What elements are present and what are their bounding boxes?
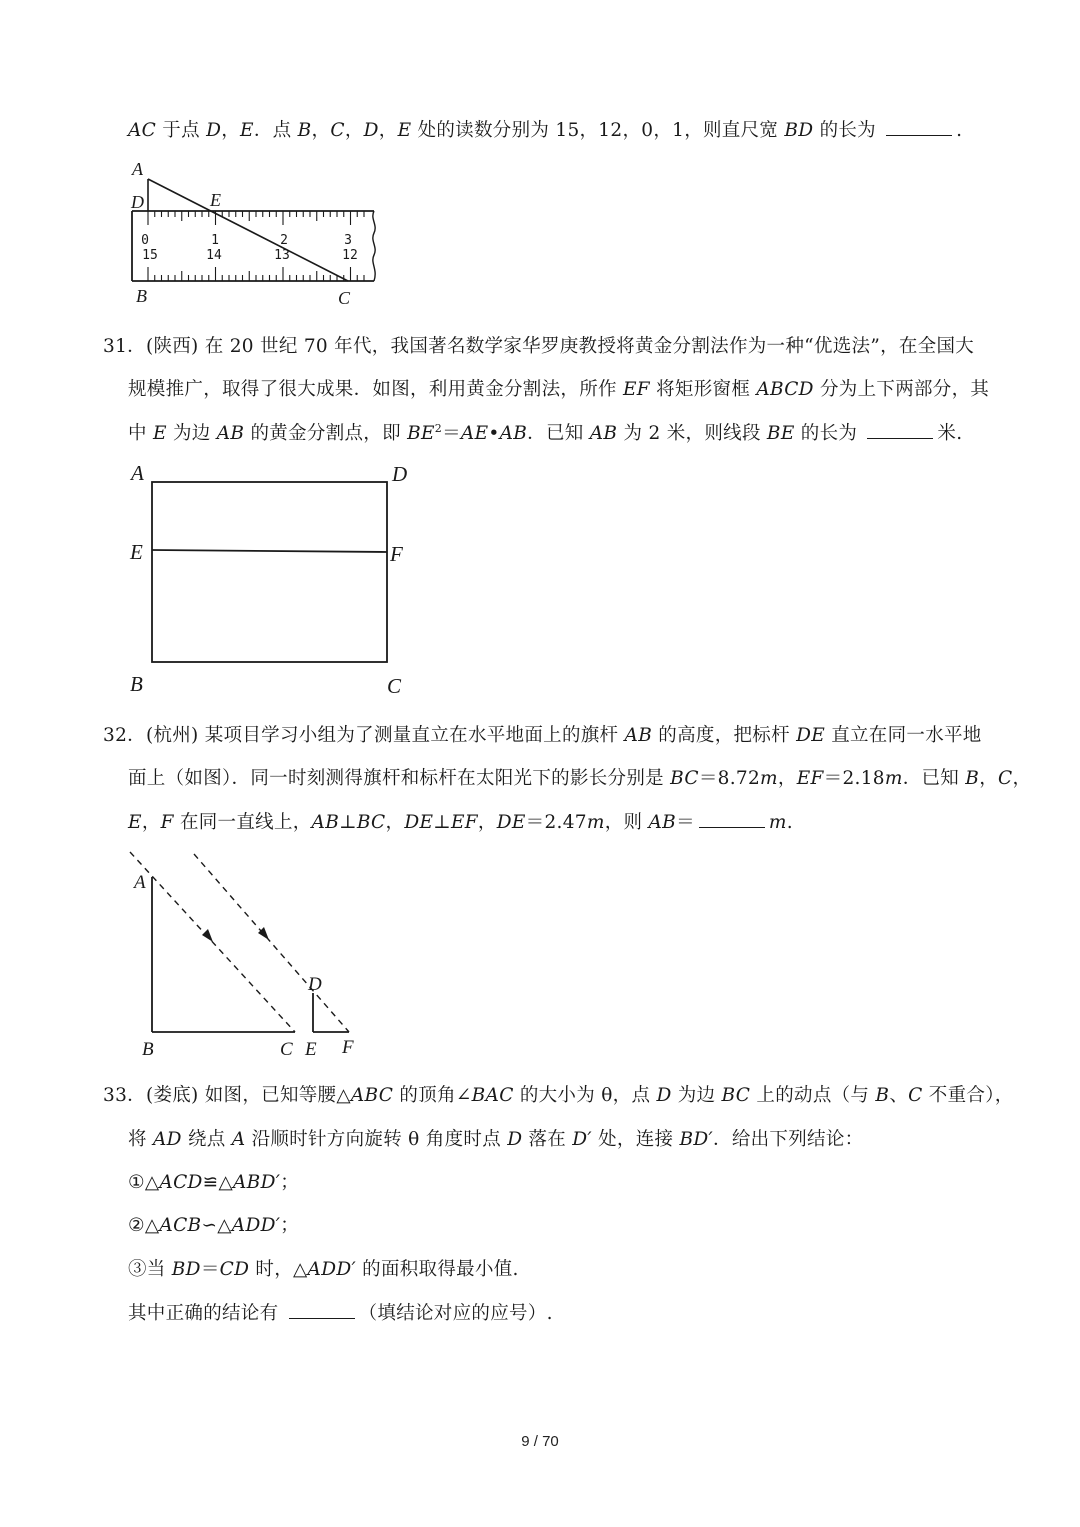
- point-label-E: E: [210, 190, 221, 210]
- q32-seg: 直立在同一水平地: [825, 725, 982, 746]
- q32-seg: .: [786, 812, 793, 833]
- q32-seg: m: [884, 768, 903, 789]
- q32-seg: 32．(杭州) 某项目学习小组为了测量直立在水平地面上的旗杆: [103, 725, 625, 746]
- q33-seg: ACD: [159, 1172, 203, 1193]
- q33-seg: 其中正确的结论有: [128, 1303, 285, 1324]
- q32-seg: F: [160, 812, 174, 833]
- q30-seg: B: [297, 120, 312, 141]
- q33-seg: （填结论对应的应号）.: [358, 1303, 553, 1324]
- q33-seg: 的面积取得最小值.: [355, 1259, 519, 1280]
- q32-seg: AB: [624, 725, 653, 746]
- segment-EF: [152, 550, 387, 552]
- q31-seg: 为边: [166, 423, 217, 444]
- point-label-D: D: [308, 974, 322, 995]
- q33-seg: D′: [572, 1129, 592, 1150]
- q31-seg: 将矩形窗框: [649, 379, 757, 400]
- q31-seg: EF: [622, 379, 650, 400]
- q30-seg: D: [206, 120, 222, 141]
- q33-seg: ③当: [128, 1259, 172, 1280]
- q33-seg: BD: [171, 1259, 201, 1280]
- q31-seg: AB: [499, 423, 528, 444]
- q30-seg: C: [330, 120, 345, 141]
- ruler-bottom-number: 12: [342, 248, 358, 263]
- q30-seg: ，: [344, 120, 364, 141]
- ruler-bottom-number: 15: [142, 248, 158, 263]
- q33-seg: ADD′: [231, 1215, 281, 1236]
- q32-seg: ，: [141, 812, 161, 833]
- ruler-top-number: 2: [280, 233, 288, 248]
- point-label-B: B: [136, 286, 147, 306]
- page-number: 9 / 70: [521, 1433, 559, 1450]
- q30-seg: ．点: [253, 120, 298, 141]
- q33-seg: 不重合），: [922, 1085, 1014, 1106]
- q30-seg: ，: [311, 120, 331, 141]
- q33-seg: ≌△: [202, 1172, 234, 1193]
- q32-seg: m: [760, 768, 778, 789]
- q31-seg: 31．(陕西) 在 20 世纪 70 年代，我国著名数学家华罗庚教授将黄金分割法作为一种“优选法”，在全国大: [103, 336, 975, 357]
- ruler-bottom-number: 14: [206, 248, 222, 263]
- q33-seg: D: [656, 1085, 672, 1106]
- q33-conclusion-3: [128, 1255, 519, 1281]
- q32-seg: DE: [496, 812, 526, 833]
- q33-seg: ABD′: [233, 1172, 281, 1193]
- q33-seg: 处，连接: [591, 1129, 680, 1150]
- q31-superscript: 2: [434, 421, 443, 435]
- q32-seg: C: [998, 768, 1013, 789]
- q31-seg: 米.: [937, 423, 963, 444]
- q32-seg: ⊥: [433, 812, 451, 833]
- q33-seg: CD: [219, 1259, 250, 1280]
- ruler-break-edge: [373, 211, 375, 281]
- q30-seg: 的长为: [813, 120, 883, 141]
- ruler-top-number: 3: [344, 233, 352, 248]
- q30-seg: 于点: [156, 120, 207, 141]
- q31-line-3: [128, 419, 962, 445]
- q32-seg: ＝8.72: [698, 768, 761, 789]
- q32-seg: ，: [1012, 768, 1032, 789]
- q31-seg: AE: [460, 423, 489, 444]
- q32-seg: ＝2.47: [525, 812, 587, 833]
- q33-seg: 时，△: [249, 1259, 308, 1280]
- q32-seg: 的高度，把标杆: [652, 725, 797, 746]
- q32-seg: B: [965, 768, 980, 789]
- q33-line-1: [103, 1081, 1014, 1107]
- q32-shadow-figure: [120, 845, 370, 1065]
- q32-seg: BC: [670, 768, 699, 789]
- q33-seg: ①△: [128, 1172, 160, 1193]
- ruler-top-ticks: [148, 211, 364, 225]
- q32-line-2: [128, 764, 1031, 790]
- sun-ray-through-D: [194, 854, 349, 1032]
- q31-seg: 的黄金分割点，即: [244, 423, 408, 444]
- point-label-E: E: [130, 540, 143, 564]
- q33-seg: ；: [280, 1172, 300, 1193]
- q32-seg: ⊥: [339, 812, 357, 833]
- q33-seg: 为边: [671, 1085, 722, 1106]
- point-label-A: A: [134, 872, 146, 893]
- q33-seg: 的顶角∠: [393, 1085, 472, 1106]
- q30-seg: E: [240, 120, 254, 141]
- q31-seg: 规模推广，取得了很大成果．如图，利用黄金分割法，所作: [128, 379, 623, 400]
- q31-seg: •: [488, 423, 500, 444]
- q30-text-line: [128, 116, 962, 142]
- ruler-bottom-ticks: [148, 267, 364, 281]
- q32-seg: 面上（如图）．同一时刻测得旗杆和标杆在太阳光下的影长分别是: [128, 768, 671, 789]
- q33-seg: A: [231, 1129, 246, 1150]
- point-label-B: B: [142, 1039, 154, 1060]
- q33-conclusion-1: [128, 1168, 299, 1194]
- q33-seg: 上的动点（与: [750, 1085, 876, 1106]
- q32-seg: ，: [477, 812, 497, 833]
- answer-blank: [886, 119, 952, 136]
- point-label-C: C: [387, 674, 402, 698]
- point-label-A: A: [132, 159, 143, 179]
- q31-seg: ABCD: [756, 379, 814, 400]
- q33-seg: BD′: [679, 1129, 714, 1150]
- q32-seg: AB: [311, 812, 340, 833]
- q32-seg: ，则: [604, 812, 649, 833]
- q33-seg: ACB: [159, 1215, 202, 1236]
- q33-seg: ；: [280, 1215, 300, 1236]
- q30-seg: E: [397, 120, 412, 141]
- q33-seg: ADD′: [307, 1259, 356, 1280]
- q33-seg: D: [507, 1129, 523, 1150]
- q31-seg: AB: [216, 423, 245, 444]
- point-label-C: C: [280, 1039, 293, 1060]
- q31-seg: BE: [766, 423, 795, 444]
- q33-seg: BC: [721, 1085, 751, 1106]
- q33-seg: 落在: [522, 1129, 573, 1150]
- q33-seg: AD: [152, 1129, 182, 1150]
- point-label-D: D: [392, 462, 408, 486]
- q31-line-1: [103, 332, 974, 358]
- ruler-top-number: 0: [141, 233, 149, 248]
- answer-blank: [289, 1302, 355, 1319]
- q32-seg: EF: [796, 768, 824, 789]
- q31-window-figure: [120, 455, 420, 700]
- q33-seg: 将: [128, 1129, 153, 1150]
- sun-ray-through-A: [130, 852, 295, 1032]
- q31-seg: BE: [407, 423, 435, 444]
- q32-seg: ＝2.18: [823, 768, 885, 789]
- q33-seg: 沿顺时针方向旋转 θ 角度时点: [245, 1129, 508, 1150]
- q32-seg: E: [128, 812, 142, 833]
- q31-seg: ．已知: [527, 423, 590, 444]
- q33-seg: ABC: [350, 1085, 394, 1106]
- q30-seg: .: [956, 120, 963, 141]
- arrow-head-ray-1: [202, 929, 213, 942]
- q33-seg: B: [875, 1085, 890, 1106]
- point-label-D: D: [131, 192, 144, 212]
- point-label-F: F: [390, 542, 403, 566]
- q32-seg: ，: [979, 768, 999, 789]
- q32-seg: m: [768, 812, 787, 833]
- point-label-E: E: [305, 1039, 317, 1060]
- q32-seg: DE: [404, 812, 434, 833]
- q33-seg: ．给出下列结论：: [713, 1129, 864, 1150]
- answer-blank: [867, 422, 933, 439]
- q33-seg: 的大小为 θ，点: [513, 1085, 657, 1106]
- q30-ruler-figure: [120, 155, 390, 315]
- q31-seg: ＝: [442, 423, 461, 444]
- q32-seg: ，: [385, 812, 405, 833]
- q32-seg: AB: [648, 812, 677, 833]
- q31-seg: E: [152, 423, 167, 444]
- q33-seg: 绕点: [181, 1129, 232, 1150]
- q32-seg: DE: [796, 725, 826, 746]
- q32-line-3: [128, 808, 793, 834]
- q33-seg: ＝: [200, 1259, 220, 1280]
- q30-seg: AC: [128, 120, 157, 141]
- q30-seg: 处的读数分别为 15，12，0，1，则直尺宽: [411, 120, 785, 141]
- q31-line-2: [128, 375, 989, 401]
- q33-seg: ∽△: [201, 1215, 232, 1236]
- q33-seg: BAC: [471, 1085, 514, 1106]
- q32-seg: ．已知: [902, 768, 966, 789]
- q32-seg: EF: [450, 812, 478, 833]
- q33-seg: C: [908, 1085, 923, 1106]
- q33-line-2: [128, 1125, 863, 1151]
- q30-seg: ，: [378, 120, 398, 141]
- q32-seg: 在同一直线上，: [173, 812, 312, 833]
- q33-seg: 、: [889, 1085, 909, 1106]
- answer-blank: [699, 811, 765, 828]
- point-label-F: F: [342, 1037, 354, 1058]
- q32-seg: ，: [777, 768, 797, 789]
- q30-seg: ，: [221, 120, 241, 141]
- q33-line-6: [128, 1299, 553, 1325]
- triangle-hypotenuse-AC: [148, 179, 348, 281]
- q30-seg: D: [363, 120, 379, 141]
- q31-seg: AB: [589, 423, 618, 444]
- q32-seg: m: [586, 812, 605, 833]
- ruler-bottom-number: 13: [274, 248, 290, 263]
- q31-seg: 的长为: [794, 423, 864, 444]
- q32-seg: ＝: [676, 812, 695, 833]
- point-label-C: C: [338, 288, 351, 308]
- ruler-top-number: 1: [211, 233, 219, 248]
- q30-seg: BD: [784, 120, 814, 141]
- q32-seg: BC: [356, 812, 386, 833]
- point-label-B: B: [130, 672, 143, 696]
- q33-seg: 33．(娄底) 如图，已知等腰△: [103, 1085, 351, 1106]
- q31-seg: 为 2 米，则线段: [617, 423, 767, 444]
- point-label-A: A: [131, 461, 144, 485]
- q33-seg: ②△: [128, 1215, 160, 1236]
- q31-seg: 中: [128, 423, 153, 444]
- q31-seg: 分为上下两部分，其: [813, 379, 990, 400]
- q32-line-1: [103, 721, 982, 747]
- rect-ABCD: [152, 482, 387, 662]
- q33-conclusion-2: [128, 1211, 299, 1237]
